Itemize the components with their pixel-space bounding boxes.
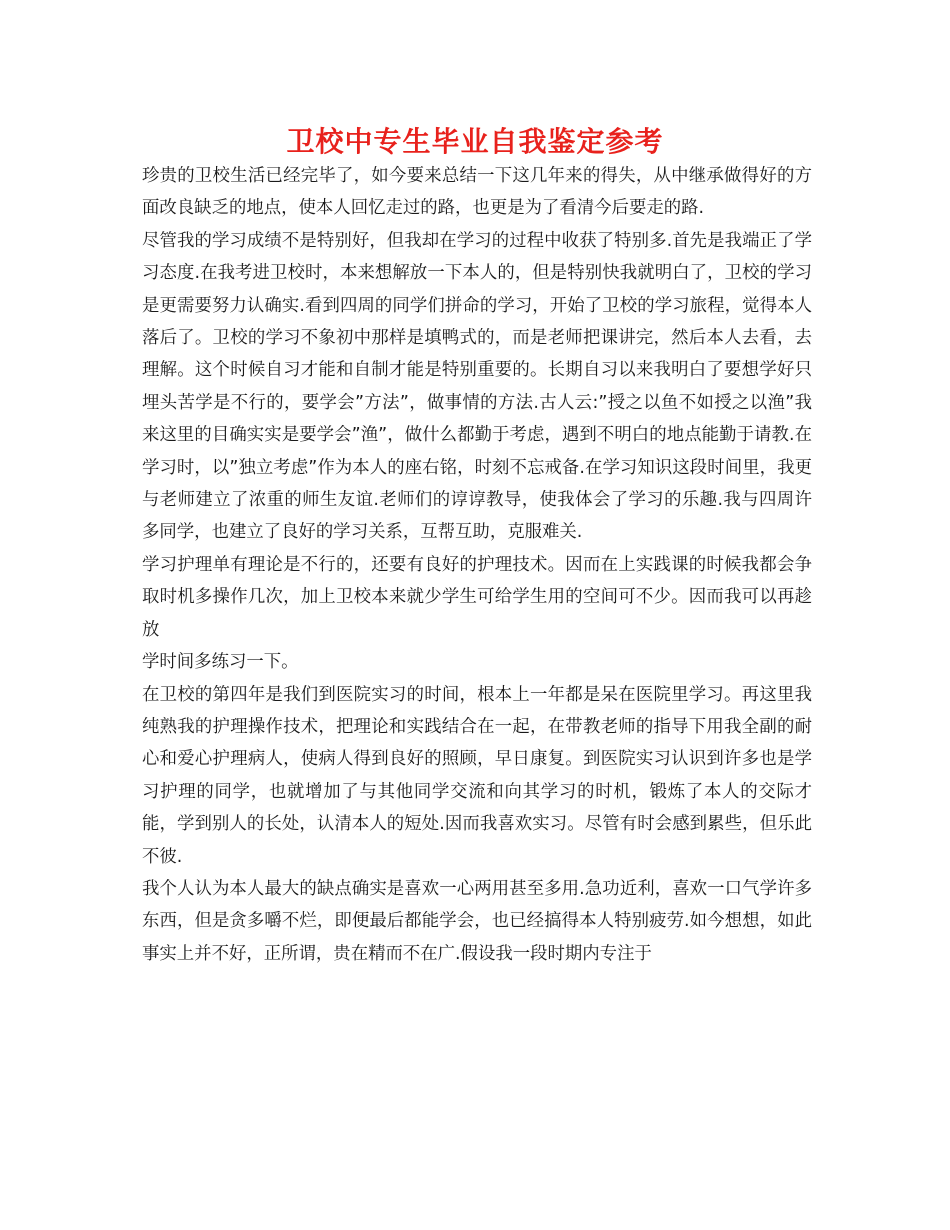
paragraph-1: 珍贵的卫校生活已经完毕了，如今要来总结一下这几年来的得失，从中继承做得好的方面改良缺乏的地点，使本人回忆走过的路，也更是为了看清今后要走的路. — [142, 166, 812, 219]
paragraph-6: 我个人认为本人最大的缺点确实是喜欢一心两用甚至多用.急功近利，喜欢一口气学许多东西，但是贪多嚼不烂，即便最后都能学会，也已经搞得本人特别疲劳.如今想想，如此事实上并不好，正所谓，贵在精而不在广.假设我一段时期内专注于 — [142, 878, 812, 964]
paragraph-5: 在卫校的第四年是我们到医院实习的时间，根本上一年都是呆在医院里学习。再这里我纯熟我的护理操作技术，把理论和实践结合在一起，在带教老师的指导下用我全副的耐心和爱心护理病人，使病人得到良好的照顾，早日康复。到医院实习认识到许多也是学习护理的同学，也就增加了与其他同学交流和向其学习的时机，锻炼了本人的交际才能，学到别人的长处，认清本人的短处.因而我喜欢实习。尽管有时会感到累些，但乐此不彼. — [142, 684, 812, 867]
paragraph-2: 尽管我的学习成绩不是特别好，但我却在学习的过程中收获了特别多.首先是我端正了学习态度.在我考进卫校时，本来想解放一下本人的，但是特别快我就明白了，卫校的学习是更需要努力认确实.看到四周的同学们拼命的学习，开始了卫校的学习旅程，觉得本人落后了。卫校的学习不象初中那样是填鸭式的，而是老师把课讲完，然后本人去看，去理解。这个时候自习才能和自制才能是特别重要的。长期自习以来我明白了要想学好只埋头苦学是不行的，要学会”方法”，做事情的方法.古人云:”授之以鱼不如授之以渔”我来这里的目确实实是要学会”渔”，做什么都勤于考虑，遇到不明白的地点能勤于请教.在学习时，以”独立考虑”作为本人的座右铭，时刻不忘戒备.在学习知识这段时间里，我更与老师建立了浓重的师生友谊.老师们的谆谆教导，使我体会了学习的乐趣.我与四周许多同学，也建立了良好的学习关系，互帮互助，克服难关. — [142, 230, 812, 543]
paragraph-4: 学时间多练习一下。 — [142, 652, 299, 673]
document-body — [142, 160, 812, 970]
document-title: 卫校中专生毕业自我鉴定参考 — [286, 125, 664, 158]
paragraph-3: 学习护理单有理论是不行的，还要有良好的护理技术。因而在上实践课的时候我都会争取时机多操作几次，加上卫校本来就少学生可给学生用的空间可不少。因而我可以再趁放 — [142, 554, 812, 640]
